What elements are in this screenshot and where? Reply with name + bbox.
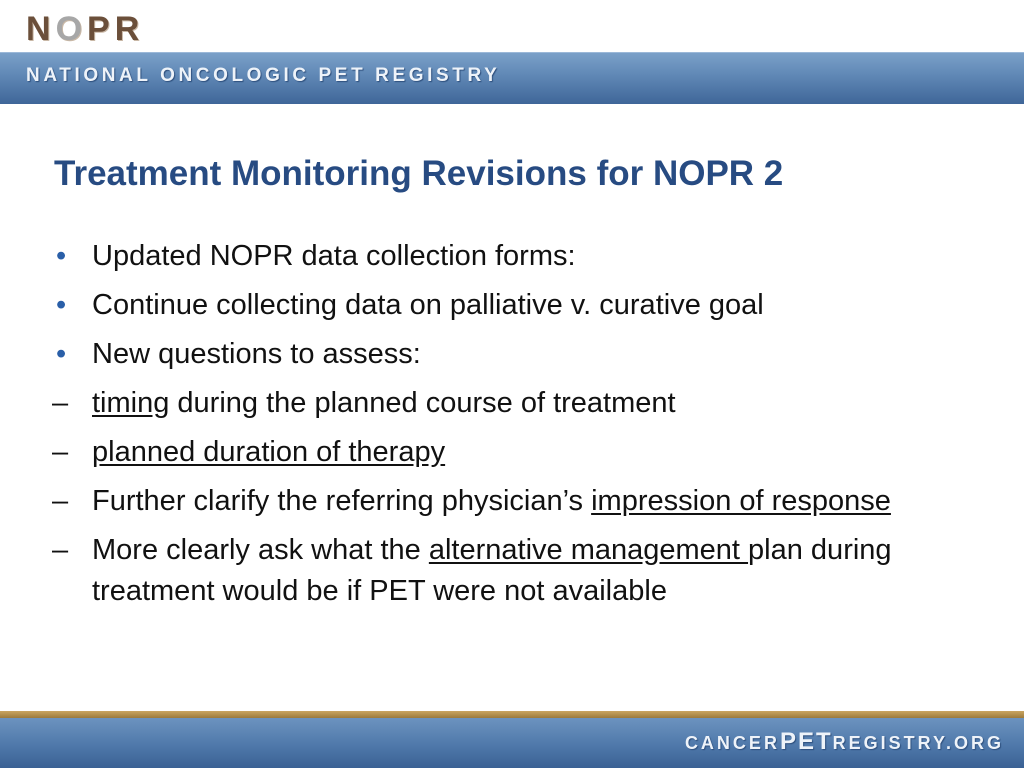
site-part-pet: PET: [779, 728, 833, 755]
dash-text: Further clarify the referring physician’s: [92, 485, 592, 517]
dash-marker: –: [52, 387, 69, 419]
underlined-text: alternative management: [428, 534, 749, 566]
dash-text: during the planned course of treatment: [169, 387, 676, 419]
bullet-item: [52, 334, 952, 375]
bullet-item: [52, 236, 952, 277]
underlined-text: timing: [92, 387, 170, 419]
site-part-cancer: CANCER: [684, 733, 780, 753]
logo-letters-pr: PR: [87, 10, 145, 48]
site-part-registry: REGISTRY.ORG: [832, 733, 1004, 753]
logo-letter-n: N: [26, 10, 56, 48]
header-band: [0, 52, 1024, 104]
bullet-item: [52, 285, 952, 326]
footer-accent-stripe: [0, 711, 1024, 718]
dash-text: plan during treatment would be if PET were not available: [92, 534, 892, 607]
bullet-text: Continue collecting data on palliative v. curative goal: [92, 289, 764, 321]
dash-item: [52, 432, 952, 473]
bullet-text: New questions to assess:: [92, 338, 421, 370]
underlined-text: impression of response: [591, 485, 891, 517]
dash-item: [52, 383, 952, 424]
logo-letter-o: O: [55, 10, 88, 48]
bullet-text: Updated NOPR data collection forms:: [92, 240, 576, 272]
slide-title: Treatment Monitoring Revisions for NOPR 2: [54, 154, 784, 193]
dash-item: [52, 481, 952, 522]
bullet-marker: •: [56, 289, 67, 321]
dash-text: More clearly ask what the: [92, 534, 429, 566]
slide-content: [52, 236, 952, 620]
dash-marker: –: [52, 534, 69, 566]
dash-item: [52, 530, 952, 612]
registry-name: NATIONAL ONCOLOGIC PET REGISTRY: [26, 65, 501, 86]
dash-marker: –: [52, 436, 69, 468]
underlined-text: planned duration of therapy: [92, 436, 446, 468]
bullet-marker: •: [56, 240, 67, 272]
dash-marker: –: [52, 485, 69, 517]
footer-website: [685, 728, 1004, 756]
bullet-marker: •: [56, 338, 67, 370]
footer-band: [0, 718, 1024, 768]
nopr-logo: [26, 10, 144, 49]
